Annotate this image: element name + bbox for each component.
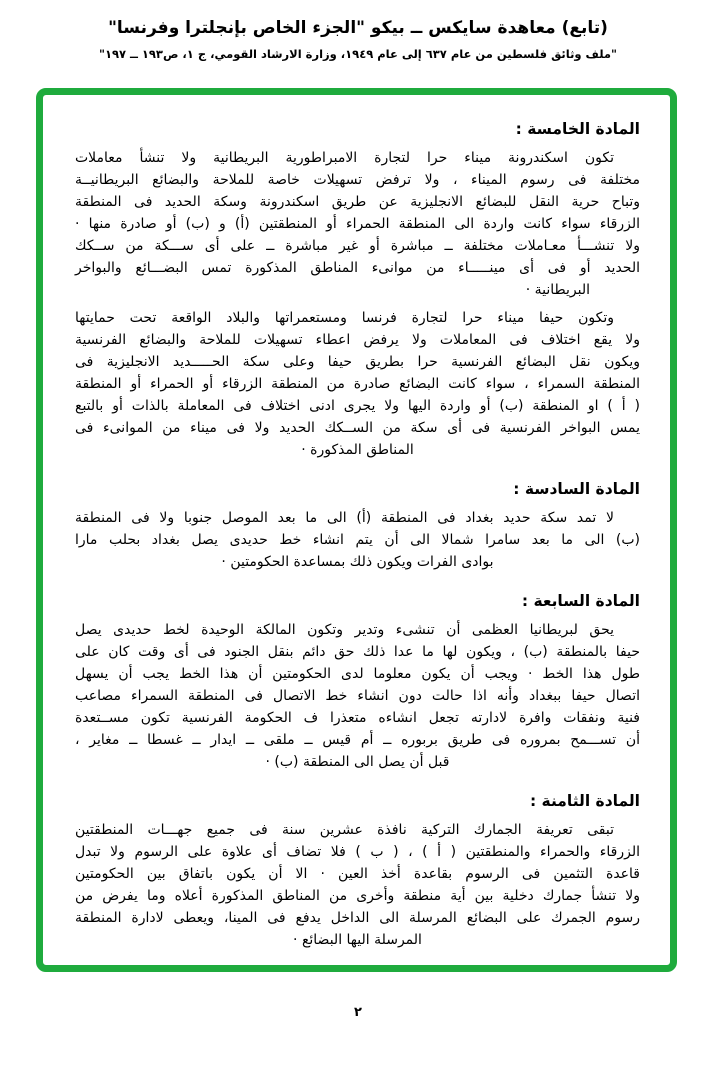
article-paragraph	[75, 507, 640, 573]
text-line: لا تمد سكة حديد بغداد فى المنطقة (أ) الى ما بعد الموصل جنوبا ولا فى المنطقة	[75, 510, 614, 526]
text-line: قبل أن يصل الى المنطقة (ب) ·	[265, 754, 450, 770]
text-line: قاعدة التثمين فى الرسوم بقاعدة أخذ العين · الا أن يكون باتفاق بين الحكومتين	[75, 866, 640, 882]
articles-container	[43, 95, 670, 965]
article	[75, 479, 640, 573]
text-line: ولا يقع اختلاف فى المعاملات ولا يرفض اعطاء تسهيلات للملاحة والبضائع الفرنسية	[75, 332, 640, 348]
text-line: اتصال حيفا ببغداد وأنه اذا حالت دون انشاء خط الاتصال فى المنطقة السمراء مصاعب	[75, 688, 640, 704]
text-line: ويكون نقل البضائع الفرنسية حرا بطريق حيفا وعلى سكة الحـــــديد الانجليزية فى	[75, 354, 640, 370]
article-paragraph	[75, 819, 640, 951]
text-line: بوادى الفرات ويكون ذلك بمساعدة الحكومتين ·	[221, 554, 494, 570]
content-border-box	[36, 88, 677, 972]
article-paragraph	[75, 619, 640, 773]
text-line: يحق لبريطانيا العظمى أن تنشىء وتدير وتكون المالكة الوحيدة لخط حديدى يصل	[75, 622, 614, 638]
article-heading: المادة السادسة :	[513, 480, 640, 498]
text-line: وتباح حرية النقل للبضائع الانجليزية عن طريق اسكندرونة وسكة الحديد فى المنطقة	[75, 194, 640, 210]
article-heading: المادة الثامنة :	[529, 792, 640, 810]
text-line: المرسلة اليها البضائع ·	[293, 932, 422, 948]
text-line: الزرقاء سواء كانت واردة الى المنطقة الحمراء أو المنطقتين (أ) و (ب) أو صادرة منها ·	[75, 216, 640, 232]
article-heading: المادة السابعة :	[521, 592, 640, 610]
text-line: تبقى تعريفة الجمارك التركية نافذة عشرين سنة فى جميع جهـــات المنطقتين	[75, 822, 614, 838]
document-source-citation: "ملف وثائق فلسطين من عام ٦٣٧ إلى عام ١٩٤٩، وزارة الارشاد القومي، ج ١، ص١٩٣ ــ ١٩٧"	[98, 47, 618, 61]
text-line: طول هذا الخط · ويجب أن يكون معلوما لدى الحكومتين أن هذا الخط يجب أن يسهل	[75, 666, 640, 682]
text-line: المناطق المذكورة ·	[301, 442, 414, 458]
text-line: حيفا بالمنطقة (ب) ، ويكون لها ما عدا ذلك حق دائم بنقل الجنود فى أى وقت كان على	[75, 644, 640, 660]
text-line: البريطانية ·	[525, 282, 590, 298]
text-line: تكون اسكندرونة ميناء حرا لتجارة الامبراطورية البريطانية ولا تنشأ معاملات	[75, 150, 614, 166]
text-line: وتكون حيفا ميناء حرا لتجارة فرنسا ومستعمراتها والبلاد الواقعة تحت حمايتها	[75, 310, 614, 326]
article-heading: المادة الخامسة :	[515, 120, 640, 138]
text-line: ( أ ) او المنطقة (ب) أو واردة اليها ولا يجرى ادنى اختلاف فى المعاملة بالذات أو بالتبع	[75, 398, 640, 414]
text-line: أن تســـمح بمروره فى طريق بربوره ــ أم قيس ــ ملقى ــ ايدار ــ غسطا ــ مغاير ،	[75, 732, 640, 748]
text-line: الحديد أو فى أى مينـــــاء من موانىء المناطق المذكورة تمس البضـــائع والبواخر	[75, 260, 640, 276]
text-line: يمس البواخر الفرنسية فى أى سكة من الســكك الحديد ولا فى ميناء من الموانىء فى	[75, 420, 640, 436]
article	[75, 591, 640, 773]
article	[75, 119, 640, 461]
article	[75, 791, 640, 951]
text-line: (ب) الى ما بعد سامرا شمالا الى أن يتم انشاء خط حديدى يصل بغداد بحلب مارا	[75, 532, 640, 548]
article-paragraph	[75, 307, 640, 461]
document-header	[0, 0, 716, 61]
text-line: ولا تنشـــأ معـاملات مختلفة ــ مباشرة أو غير مباشرة ــ على أى ســـكة من ســكك	[75, 238, 640, 254]
document-title: (تابع) معاهدة سايكس ــ بيكو "الجزء الخاص بإنجلترا وفرنسا"	[108, 18, 608, 38]
text-line: رسوم الجمرك على البضائع المرسلة الى الداخل يدفع فى المينا، ويعطى لادارة المنطقة	[75, 910, 640, 926]
text-line: ولا تنشأ جمارك دخلية بين أية منطقة وأخرى من المناطق المذكورة أعلاه وما يفرض من	[75, 888, 640, 904]
article-paragraph	[75, 147, 640, 301]
text-line: المنطقة السمراء ، سواء كانت البضائع صادرة من المنطقة الزرقاء أو الحمراء أو المنطقة	[75, 376, 640, 392]
page-number: ٢	[354, 1005, 362, 1020]
text-line: فنية ونفقات وافرة لادارته تجعل انشاءه متعذرا ف الحكومة الفرنسية تكون مســتعدة	[75, 710, 640, 726]
text-line: الزرقاء والحمراء والمنطقتين ( أ ) ، ( ب ) فلا تضاف أى علاوة على الرسوم ولا تبدل	[75, 844, 640, 860]
text-line: مختلفة فى رسوم الميناء ، ولا ترفض تسهيلات خاصة للملاحة والبضائع البريطانيــة	[75, 172, 640, 188]
